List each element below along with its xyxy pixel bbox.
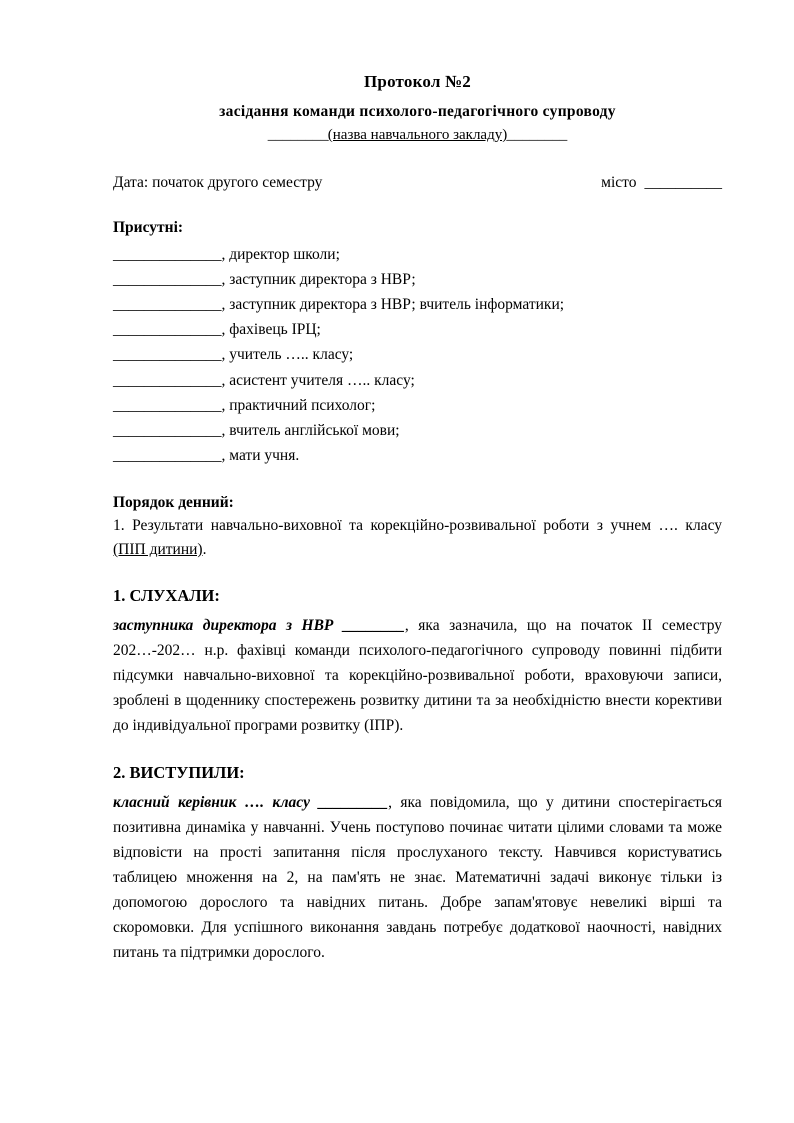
document-subtitle: засідання команди психолого-педагогічного супроводу <box>219 103 616 120</box>
date-city-row <box>113 174 722 192</box>
section-1-heading: 1. СЛУХАЛИ: <box>113 586 220 606</box>
attendee-row: ______________, практичний психолог; <box>113 396 376 414</box>
attendee-row: ______________, фахівець ІРЦ; <box>113 321 321 339</box>
attendee-row: ______________, директор школи; <box>113 246 340 263</box>
page-title: Протокол №2 <box>364 72 471 91</box>
organization-line <box>113 127 722 144</box>
agenda-item <box>113 514 722 562</box>
date-label: Дата: початок другого семестру <box>113 174 323 191</box>
section-2-role: класний керівник …. класу _________ <box>113 793 389 811</box>
attendee-row: ______________, заступник директора з НВР; вчитель інформатики; <box>113 296 565 314</box>
section-2-body: , яка повідомила, що у дитини спостерігається позитивна динаміка у навчанні. Учень поступово починає читати цілими словами та може відповісти на прості запитання після прослуханого тексту. Навчився користуватись таблицею множення на 2, на пам'ять не знає. Математичні задачі виконує тільки із допомогою дорослого та навідних питань. Добре запам'ятовує невеликі вірші та скоромовки. Для успішного виконання завдань потребує додаткової наочності, навідних питань та підтримки дорослого. <box>113 793 722 962</box>
org-blank-suffix: ________ <box>507 127 568 143</box>
agenda-item-end: . <box>202 541 207 558</box>
attendee-row: ______________, учитель ….. класу; <box>113 346 354 364</box>
section-1-body: , яка зазначила, що на початок ІІ семестру 202…-202… н.р. фахівці команди психолого-педагогічного супроводу повинні підбити підсумки навчально-виховної та корекційно-розвивальної роботи, враховуючи записи, зроблені в щоденнику спостережень розвитку дитини та за необхідністю внести корективи до індивідуальної програми розвитку (ІПР). <box>113 617 722 735</box>
agenda-heading: Порядок денний: <box>113 493 234 511</box>
city-group <box>601 174 722 192</box>
city-label: місто <box>601 174 637 191</box>
attendee-row: ______________, мати учня. <box>113 446 300 464</box>
city-blank: __________ <box>644 174 722 191</box>
agenda-item-text: 1. Результати навчально-виховної та корекційно-розвивальної роботи з учнем …. класу <box>113 516 722 534</box>
section-1-role: заступника директора з НВР ________ <box>113 617 405 635</box>
section-1-paragraph <box>113 613 722 739</box>
section-2-paragraph <box>113 790 722 966</box>
attendees-heading: Присутні: <box>113 219 184 236</box>
attendee-row: ______________, вчитель англійської мови; <box>113 421 400 439</box>
attendee-row: ______________, заступник директора з НВР; <box>113 271 416 289</box>
org-label: (назва навчального закладу) <box>327 127 508 143</box>
org-blank-prefix: ________ <box>267 127 328 143</box>
attendee-row: ______________, асистент учителя ….. класу; <box>113 371 415 389</box>
agenda-item-underlined: (ПІП дитини) <box>113 541 203 558</box>
section-2-heading: 2. ВИСТУПИЛИ: <box>113 762 245 782</box>
